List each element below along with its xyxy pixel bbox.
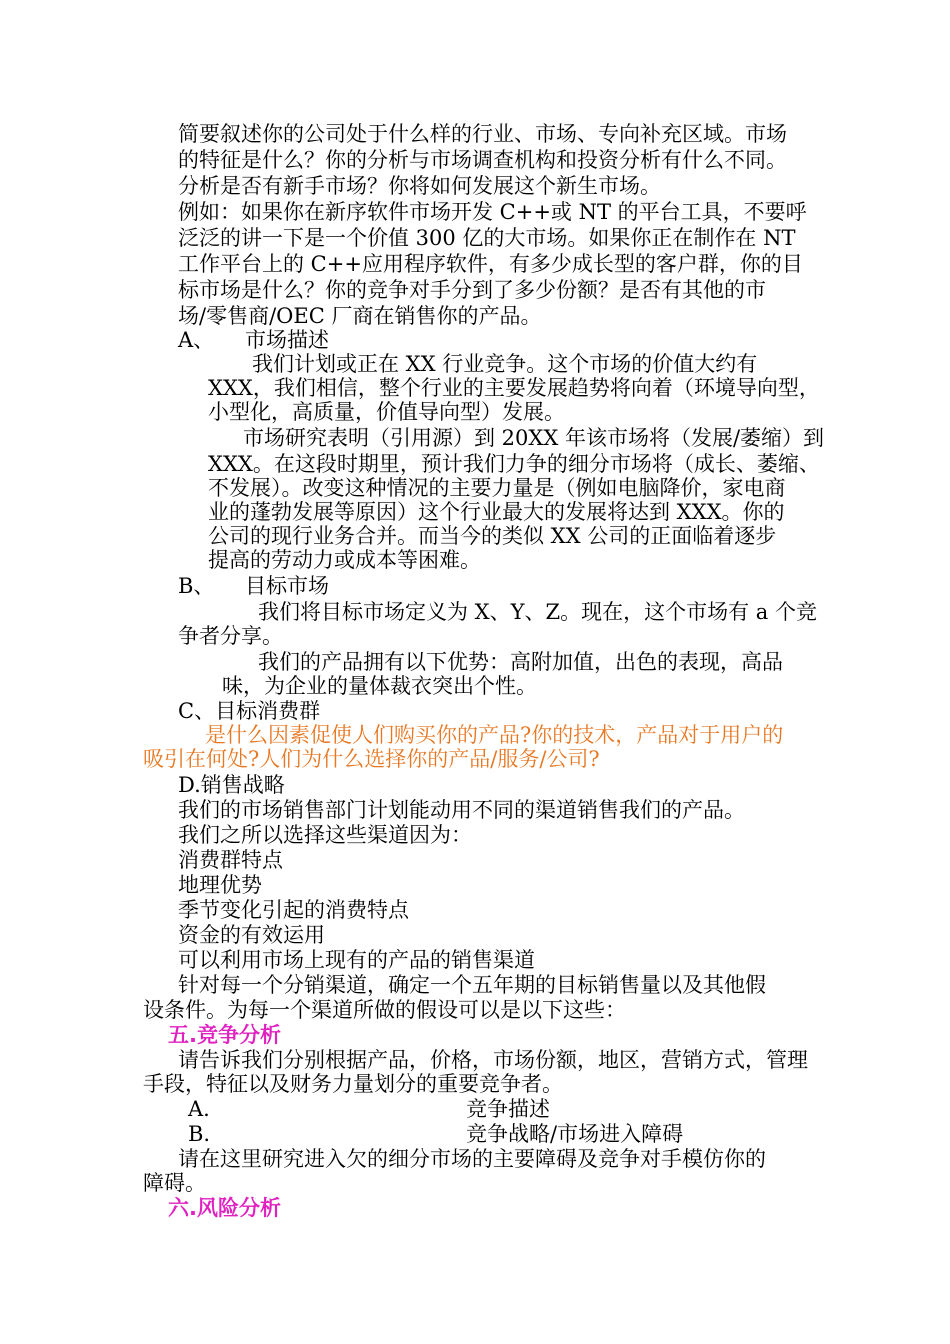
section-a-letter: A、	[178, 328, 215, 352]
section-b-para-line: 我们将目标市场定义为 X、Y、Z。现在，这个市场有 a 个竞	[258, 600, 817, 624]
section-a-para-line: XXX，我们相信，整个行业的主要发展趋势将向着（环境导向型，	[208, 376, 820, 400]
section-a-para-line: 公司的现行业务合并。而当今的类似 XX 公司的正面临着逐步	[208, 524, 777, 548]
intro-line: 例如：如果你在新序软件市场开发 C++或 NT 的平台工具，不要呼	[178, 200, 807, 224]
section-5-para-line: 手段，特征以及财务力量划分的重要竞争者。	[143, 1072, 563, 1096]
section-a-para-line: 提高的劳动力或成本等困难。	[208, 548, 481, 572]
section-d-line: 消费群特点	[178, 848, 283, 872]
intro-line: 简要叙述你的公司处于什么样的行业、市场、专向补充区域。市场	[178, 122, 787, 146]
section-5-para-line: 请告诉我们分别根据产品，价格，市场份额，地区，营销方式，管理	[178, 1048, 808, 1072]
section-d-title: D.销售战略	[178, 773, 285, 797]
section-5-heading: 五.竞争分析	[168, 1023, 281, 1047]
section-a-para-line: 不发展）。改变这种情况的主要力量是（例如电脑降价，家电商	[208, 476, 786, 500]
section-a-para-line: 市场研究表明（引用源）到 20XX 年该市场将（发展/萎缩）到	[243, 426, 825, 450]
intro-line: 场/零售商/OEC 厂商在销售你的产品。	[178, 304, 542, 328]
section-5-item-text: 竞争战略/市场进入障碍	[466, 1122, 684, 1146]
section-5-para-line: 请在这里研究进入欠的细分市场的主要障碍及竞争对手模仿你的	[178, 1147, 766, 1171]
intro-line: 分析是否有新手市场？你将如何发展这个新生市场。	[178, 174, 661, 198]
section-5-item-letter: A.	[188, 1097, 210, 1121]
section-d-line: 我们之所以选择这些渠道因为：	[178, 823, 472, 847]
section-d-line: 季节变化引起的消费特点	[178, 898, 409, 922]
intro-line: 标市场是什么？你的竞争对手分到了多少份额？是否有其他的市	[178, 278, 766, 302]
intro-line: 泛泛的讲一下是一个价值 300 亿的大市场。如果你正在制作在 NT	[178, 226, 796, 250]
intro-line: 工作平台上的 C++应用程序软件，有多少成长型的客户群，你的目	[178, 252, 803, 276]
section-d-para-line: 针对每一个分销渠道，确定一个五年期的目标销售量以及其他假	[178, 973, 766, 997]
section-5-para-line: 障碍。	[143, 1171, 206, 1195]
section-a-para-line: 业的蓬勃发展等原因）这个行业最大的发展将达到 XXX。你的	[208, 500, 785, 524]
section-b-letter: B、	[178, 574, 215, 598]
section-a-title: 市场描述	[245, 328, 329, 352]
section-b-title: 目标市场	[245, 574, 329, 598]
section-d-line: 资金的有效运用	[178, 923, 325, 947]
section-5-item-letter: B.	[188, 1122, 211, 1146]
section-a-para-line: 我们计划或正在 XX 行业竞争。这个市场的价值大约有	[252, 352, 758, 376]
section-5-item-text: 竞争描述	[466, 1097, 550, 1121]
section-a-para-line: XXX。在这段时期里，预计我们力争的细分市场将（成长、萎缩、	[208, 452, 820, 476]
section-b-para-line: 味，为企业的量体裁衣突出个性。	[222, 674, 537, 698]
section-b-para-line: 争者分享。	[178, 624, 283, 648]
section-b-para-line: 我们的产品拥有以下优势：高附加值，出色的表现，高品	[258, 650, 783, 674]
section-6-heading: 六.风险分析	[168, 1196, 281, 1220]
section-d-line: 地理优势	[178, 873, 262, 897]
section-c-question-line: 吸引在何处?人们为什么选择你的产品/服务/公司?	[143, 747, 600, 771]
intro-line: 的特征是什么？你的分析与市场调查机构和投资分析有什么不同。	[178, 148, 787, 172]
section-c-title: C、目标消费群	[178, 699, 321, 723]
section-c-question-line: 是什么因素促使人们购买你的产品?你的技术，产品对于用户的	[205, 723, 784, 747]
section-d-line: 可以利用市场上现有的产品的销售渠道	[178, 948, 535, 972]
section-a-para-line: 小型化，高质量，价值导向型）发展。	[208, 400, 565, 424]
section-d-line: 我们的市场销售部门计划能动用不同的渠道销售我们的产品。	[178, 798, 745, 822]
section-d-para-line: 设条件。为每一个渠道所做的假设可以是以下这些：	[143, 998, 626, 1022]
